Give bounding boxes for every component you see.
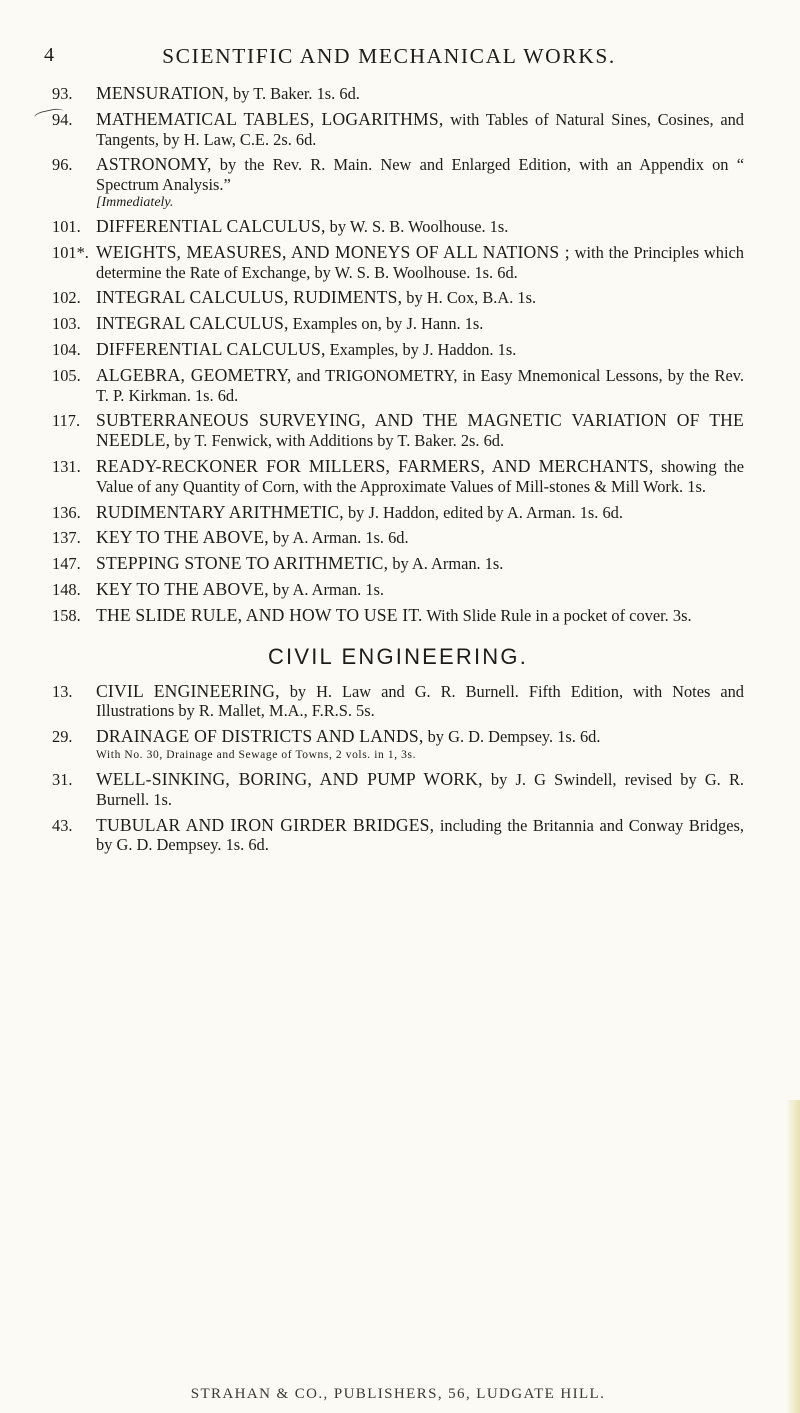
entry-details: by A. Arman. 1s. 6d. [268, 528, 409, 548]
entry-subnote: With No. 30, Drainage and Sewage of Towns, 2 vols. in 1, 3s. [96, 748, 417, 761]
entry-note: [Immediately. [96, 194, 174, 210]
entry-number: 158. [52, 605, 81, 625]
entry-details: Examples, by J. Haddon. 1s. [325, 339, 517, 359]
publisher-footer: STRAHAN & CO., PUBLISHERS, 56, LUDGATE HILL. [190, 1386, 606, 1402]
entry-number: 101*. [52, 242, 89, 262]
entry-title: DRAINAGE OF DISTRICTS AND LANDS, [96, 726, 424, 747]
entry-title: CIVIL ENGINEERING, [96, 680, 280, 701]
entry-title: RUDIMENTARY ARITHMETIC, [96, 501, 344, 522]
entry-details: by the Rev. R. Main. New and Enlarged Edition, with an Appendix on “ Spectrum Analysis.” [96, 155, 744, 195]
catalogue-entry [52, 580, 744, 600]
catalogue-entry [52, 84, 744, 104]
section-heading: CIVIL ENGINEERING. [267, 643, 529, 669]
entry-number: 117. [52, 411, 81, 431]
entry-title: WELL-SINKING, BORING, AND PUMP WORK, [96, 768, 483, 789]
entry-details: Examples on, by J. Hann. 1s. [288, 314, 484, 334]
entry-details: by J. G Swindell, revised by G. R. Burnell. 1s. [96, 769, 744, 809]
entry-number: 103. [52, 314, 81, 334]
entry-details: by W. S. B. Woolhouse. 1s. [325, 216, 509, 236]
catalogue-entry [52, 816, 744, 856]
catalogue-list [52, 84, 744, 861]
entry-details: with the Principles which determine the Rate of Exchange, by W. S. B. Woolhouse. 1s. 6d. [96, 242, 744, 282]
catalogue-entry [52, 314, 744, 334]
entry-title: THE SLIDE RULE, AND HOW TO USE IT. [96, 604, 423, 625]
page-header [44, 44, 734, 74]
entry-number: 93. [52, 84, 73, 103]
catalogue-entry [52, 110, 744, 150]
catalogue-entry [52, 411, 744, 451]
entry-number: 94. [52, 109, 73, 129]
catalogue-entry [52, 243, 744, 283]
entry-number: 131. [52, 456, 81, 476]
catalogue-entry [52, 217, 744, 237]
catalogue-entry [52, 606, 744, 626]
entry-number: 104. [52, 339, 81, 359]
entry-title: INTEGRAL CALCULUS, [96, 313, 289, 334]
catalogue-entry [52, 340, 744, 360]
entry-number: 148. [52, 579, 81, 599]
entry-details: With Slide Rule in a pocket of cover. 3s. [422, 605, 692, 625]
entry-details: showing the Value of any Quantity of Corn, with the Approximate Values of Mill-stones & Mill Work. 1s. [96, 456, 744, 496]
entry-details: by A. Arman. 1s. [388, 554, 504, 574]
catalogue-entry [52, 727, 744, 764]
catalogue-entry [52, 770, 744, 810]
entry-details: by H. Law and G. R. Burnell. Fifth Edition, with Notes and Illustrations by R. Mallet, M.A., F.R.S. 5s. [96, 681, 744, 721]
running-title: SCIENTIFIC AND MECHANICAL WORKS. [162, 44, 616, 68]
entry-title: MATHEMATICAL TABLES, LOGARITHMS, [96, 108, 444, 129]
entry-title: MENSURATION, [96, 83, 229, 103]
civil-engineering-entries [52, 682, 744, 856]
entry-title: STEPPING STONE TO ARITHMETIC, [96, 553, 389, 574]
entry-title: KEY TO THE ABOVE, [96, 527, 269, 548]
entry-number: 31. [52, 769, 73, 789]
entry-title: TUBULAR AND IRON GIRDER BRIDGES, [96, 814, 435, 835]
page-number: 4 [44, 44, 56, 66]
catalogue-entry [52, 457, 744, 497]
entry-title: DIFFERENTIAL CALCULUS, [96, 338, 326, 359]
entry-number: 13. [52, 681, 73, 701]
entry-details: by T. Fenwick, with Additions by T. Baker. 2s. 6d. [170, 431, 505, 451]
catalogue-entry [52, 155, 744, 211]
catalogue-entry [52, 288, 744, 308]
entry-details: with Tables of Natural Sines, Cosines, and Tangents, by H. Law, C.E. 2s. 6d. [96, 109, 744, 149]
entry-title: SUBTERRANEOUS SURVEYING, AND THE MAGNETIC VARIATION OF THE NEEDLE, [96, 410, 744, 451]
catalogue-entry [52, 682, 744, 722]
catalogue-entry [52, 503, 744, 523]
entry-title: INTEGRAL CALCULUS, RUDIMENTS, [96, 287, 403, 308]
catalogue-entry [52, 366, 744, 406]
entry-number: 102. [52, 288, 81, 308]
catalogue-entry [52, 528, 744, 548]
entry-title: KEY TO THE ABOVE, [96, 578, 269, 599]
entry-details: by G. D. Dempsey. 1s. 6d. [423, 727, 601, 747]
catalogue-entry [52, 554, 744, 574]
entry-details: and TRIGONOMETRY, in Easy Mnemonical Lessons, by the Rev. T. P. Kirkman. 1s. 6d. [96, 365, 744, 405]
entry-title: ASTRONOMY, [96, 154, 212, 175]
page-edge-shade [786, 1100, 800, 1413]
entry-number: 101. [52, 216, 81, 236]
entry-title: READY-RECKONER FOR MILLERS, FARMERS, AND MERCHANTS, [96, 455, 654, 476]
entry-title: WEIGHTS, MEASURES, AND MONEYS OF ALL NATIONS ; [96, 241, 570, 262]
entry-details: by H. Cox, B.A. 1s. [402, 288, 537, 308]
entry-title: ALGEBRA, GEOMETRY, [96, 364, 292, 385]
entry-details: by T. Baker. 1s. 6d. [228, 84, 360, 103]
entry-number: 43. [52, 815, 73, 835]
entry-details: by J. Haddon, edited by A. Arman. 1s. 6d. [343, 502, 623, 522]
entry-number: 96. [52, 155, 73, 175]
entry-details: including the Britannia and Conway Bridges, by G. D. Dempsey. 1s. 6d. [96, 815, 744, 855]
entry-details: by A. Arman. 1s. [268, 579, 385, 599]
entry-number: 147. [52, 554, 81, 574]
math-entries [52, 84, 744, 626]
entry-title: DIFFERENTIAL CALCULUS, [96, 215, 326, 236]
entry-number: 29. [52, 727, 73, 747]
entry-number: 136. [52, 502, 81, 522]
entry-number: 105. [52, 365, 81, 385]
entry-number: 137. [52, 528, 81, 548]
